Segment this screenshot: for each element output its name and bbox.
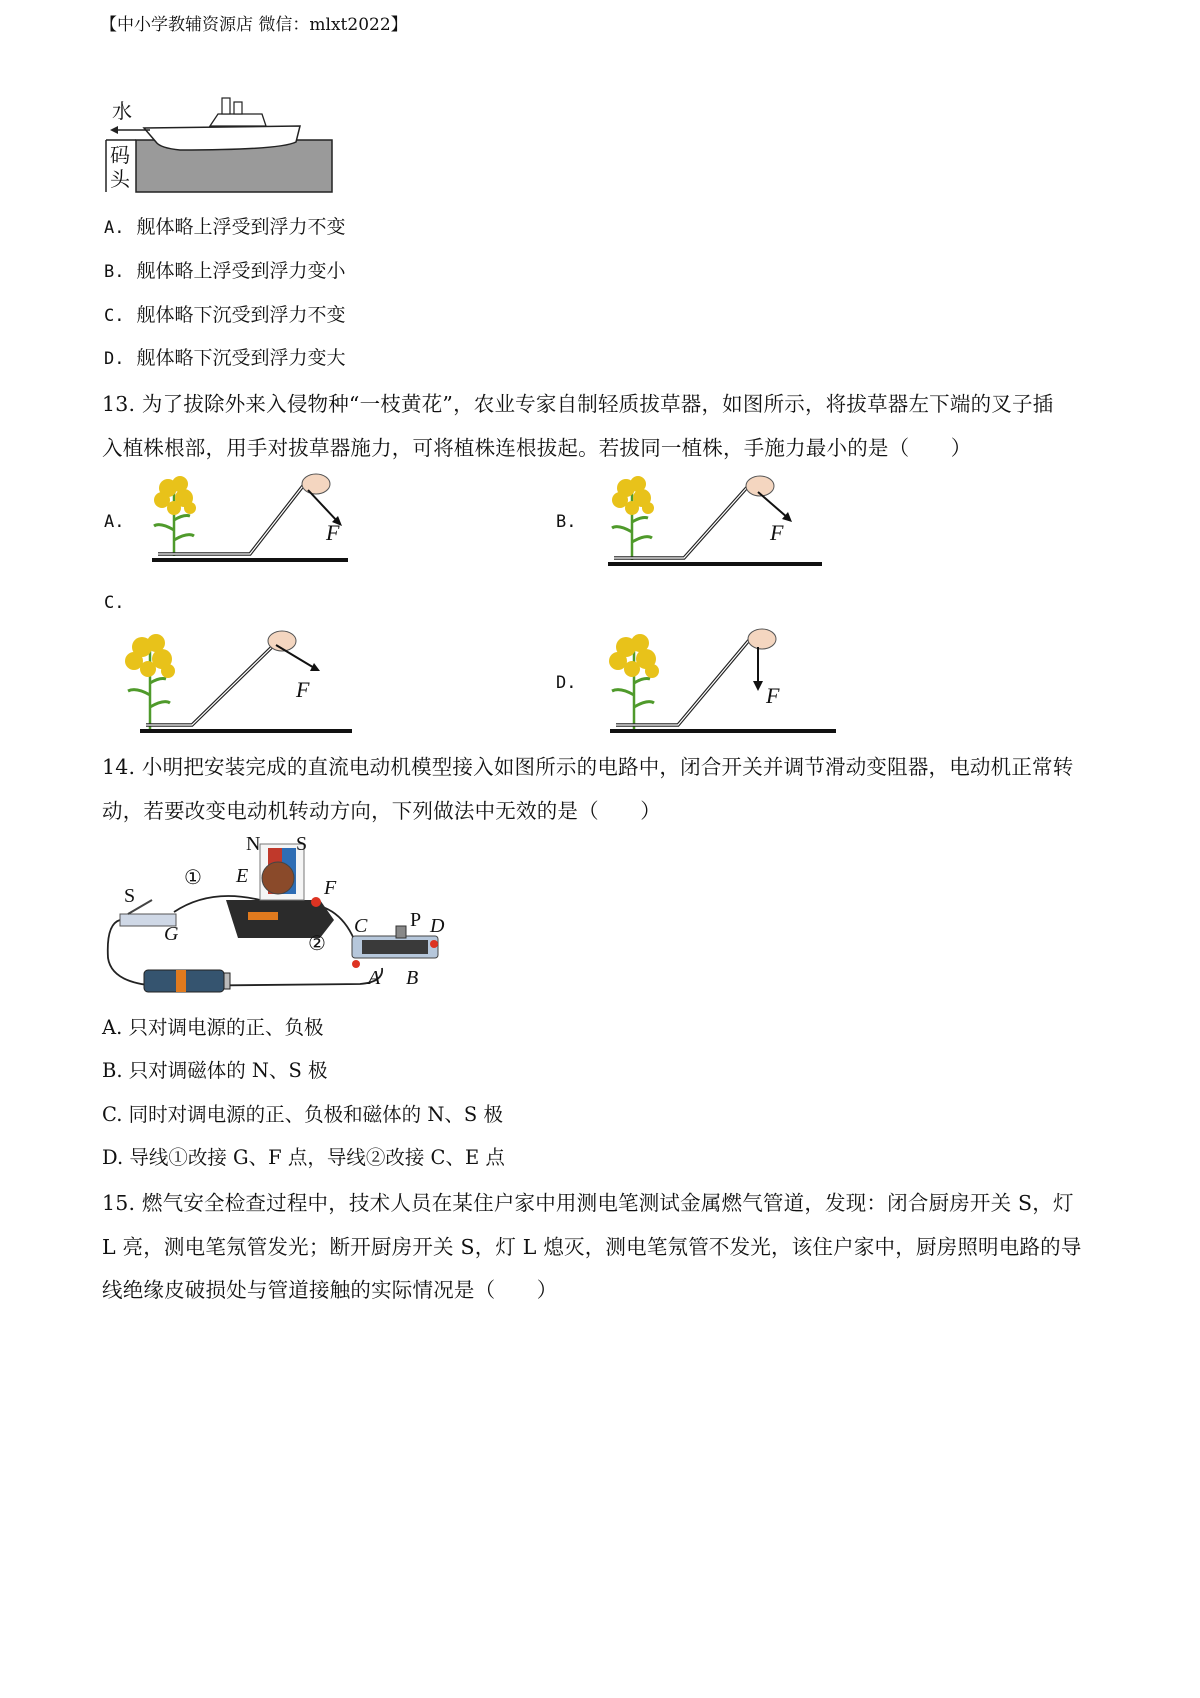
hand-icon — [302, 474, 330, 494]
q12-option-a[interactable]: A. 舰体略上浮受到浮力不变 — [104, 216, 346, 238]
force-label-d: F — [766, 683, 780, 708]
dock-label-1: 码 — [110, 145, 130, 167]
goldenrod-plant — [125, 634, 175, 729]
label-c: C — [354, 915, 368, 937]
motor-circuit-figure — [100, 828, 460, 998]
q14-option-b[interactable]: B. 只对调磁体的 N、S 极 — [102, 1059, 328, 1082]
q13-option-c-letter[interactable]: C. — [104, 593, 125, 613]
ship-dock-figure — [100, 90, 340, 198]
q12-option-b[interactable]: B. 舰体略上浮受到浮力变小 — [104, 260, 346, 282]
q14-option-d[interactable]: D. 导线①改接 G、F 点，导线②改接 C、E 点 — [102, 1146, 505, 1169]
goldenrod-plant — [612, 476, 654, 560]
q13-stem-line-1: 13. 为了拔除外来入侵物种“一枝黄花”，农业专家自制轻质拔草器，如图所示，将拔草器左下端的叉子插 — [102, 392, 1054, 416]
label-p: P — [410, 909, 422, 931]
goldenrod-plant — [609, 634, 659, 729]
ship-hull — [144, 126, 300, 150]
label-circle-1: ① — [184, 867, 202, 889]
q14-stem-line-2: 动，若要改变电动机转动方向，下列做法中无效的是（ ） — [102, 799, 661, 823]
label-s-magnet: S — [296, 833, 308, 855]
label-s-switch: S — [124, 885, 136, 907]
q15-stem-line-2: L 亮，测电笔氖管发光；断开厨房开关 S，灯 L 熄灭，测电笔氖管不发光，该住户家中，厨房照明电路的导 — [102, 1235, 1082, 1259]
q14-option-a[interactable]: A. 只对调电源的正、负极 — [102, 1016, 324, 1039]
q13-option-d-letter[interactable]: D. — [556, 673, 577, 693]
q15-stem-line-3: 线绝缘皮破损处与管道接触的实际情况是（ ） — [102, 1278, 558, 1302]
weeder-figure-c — [110, 625, 360, 737]
q14-option-c[interactable]: C. 同时对调电源的正、负极和磁体的 N、S 极 — [102, 1103, 503, 1126]
label-e: E — [236, 865, 249, 887]
weeder-figure-a — [140, 470, 360, 570]
q13-option-a-letter[interactable]: A. — [104, 512, 125, 532]
label-f: F — [324, 877, 337, 899]
header-watermark: 【中小学教辅资源店 微信：mlxt2022】 — [100, 15, 408, 35]
label-b: B — [406, 967, 419, 989]
force-label-a: F — [326, 520, 340, 545]
q13-stem-line-2: 入植株根部，用手对拔草器施力，可将植株连根拔起。若拔同一植株，手施力最小的是（ ） — [102, 436, 972, 460]
motor-icon — [226, 844, 334, 938]
q13-option-b-letter[interactable]: B. — [556, 512, 577, 532]
battery-icon — [144, 970, 230, 992]
q12-option-c[interactable]: C. 舰体略下沉受到浮力不变 — [104, 304, 346, 326]
q14-stem-line-1: 14. 小明把安装完成的直流电动机模型接入如图所示的电路中，闭合开关并调节滑动变阻器，电动机正常转 — [102, 755, 1074, 779]
hand-icon — [748, 629, 776, 649]
dock-label-2: 头 — [110, 169, 130, 191]
force-label-c: F — [296, 677, 310, 702]
goldenrod-plant — [154, 476, 196, 556]
label-a: A — [368, 967, 381, 989]
label-circle-2: ② — [308, 933, 326, 955]
weeder-figure-b — [598, 470, 828, 570]
weeder-figure-d — [598, 625, 848, 737]
label-n: N — [246, 833, 261, 855]
label-g: G — [164, 923, 179, 945]
label-d: D — [430, 915, 445, 937]
q15-stem-line-1: 15. 燃气安全检查过程中，技术人员在某住户家中用测电笔测试金属燃气管道，发现：闭合厨房开关 S，灯 — [102, 1191, 1074, 1215]
water-label: 水 — [112, 101, 132, 123]
force-label-b: F — [770, 520, 784, 545]
q12-option-d[interactable]: D. 舰体略下沉受到浮力变大 — [104, 347, 346, 369]
